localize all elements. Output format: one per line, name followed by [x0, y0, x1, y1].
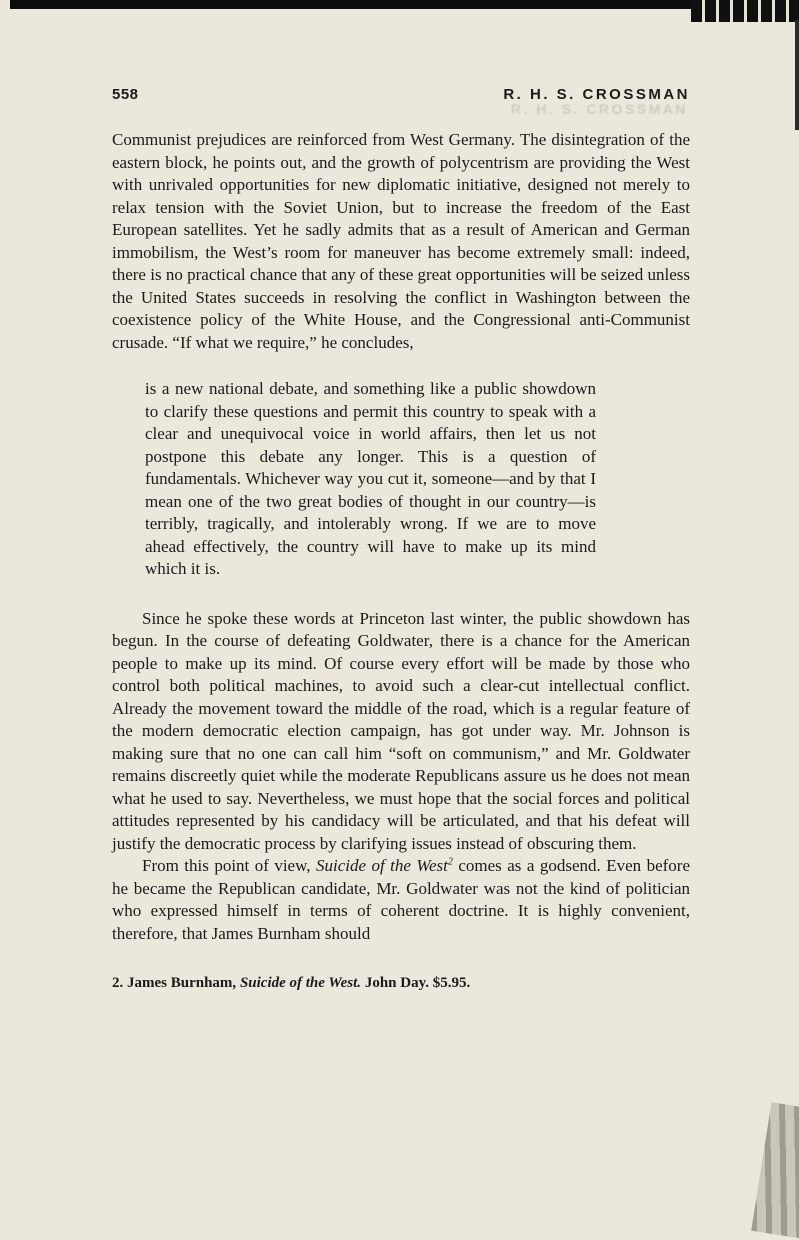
footnote-text-post: John Day. $5.95. [361, 975, 471, 991]
page-number: 558 [112, 86, 139, 103]
paragraph-2: Since he spoke these words at Princeton last winter, the public showdown has begun. In the course of defeating Goldwater, there is a chance for the American people to make up its mind. Of course every effort will be made by those who control both political machines, to avoid such a clear-cut intellectual conflict. Already the movement toward the middle of the road, which is a regular feature of the modern democratic election campaign, has got under way. Mr. Johnson is making sure that no one can call him “soft on communism,” and Mr. Goldwater remains discreetly quiet while the moderate Republicans assure us he does not mean what he used to say. Nevertheless, we must hope that the social forces and political attitudes represented by his candidacy will be articulated, and that his defeat will justify the democratic process by clarifying issues instead of obscuring them. [112, 608, 690, 853]
paragraph-1: Communist prejudices are reinforced from West Germany. The disintegration of the eastern block, he points out, and the growth of polycentrism are providing the West with unrivaled opportunities for new diplomatic initiative, designed not merely to relax tension with the Soviet Union, but to increase the freedom of the East European satellites. Yet he sadly admits that as a result of American and German immobilism, the West’s room for maneuver has become extremely small: indeed, there is no practical chance that any of these great opportunities will be seized unless the United States succeeds in resolving the conflict in Washington between the coexistence policy of the White House, and the Congressional anti-Communist crusade. “If what we require,” he concludes, [112, 130, 690, 352]
footnote [112, 972, 690, 995]
page-header [112, 86, 690, 117]
footnote-marker: 2 [447, 856, 453, 868]
footnote-book-title-italic: Suicide of the West. [239, 975, 362, 991]
paragraph-3-text-pre: From this point of view, [142, 856, 316, 875]
footnote-text-pre: 2. James Burnham, [112, 975, 240, 991]
paragraph-3 [112, 855, 690, 945]
print-through-ghost: R. H. S. CROSSMAN [510, 101, 688, 117]
running-head: R. H. S. CROSSMAN [503, 86, 690, 103]
page-body [112, 129, 690, 995]
paragraph-3-text-post: comes as a godsend. Even before he became the Republican candidate, Mr. Goldwater was not the kind of politician who expressed himself in terms of coherent doctrine. It is highly convenient, therefore, that James Burnham should [112, 856, 691, 943]
block-quote: is a new national debate, and something like a public showdown to clarify these questions and permit this country to speak with a clear and unequivocal voice in world affairs, then let us not postpone this debate any longer. This is a question of fundamentals. Whichever way you cut it, someone—and by that I mean one of the two great bodies of thought in our country—is terribly, tragically, and intolerably wrong. If we are to move ahead effectively, the country will have to make up its mind which it is. [145, 379, 596, 578]
book-title-italic: Suicide of the West [315, 856, 448, 875]
